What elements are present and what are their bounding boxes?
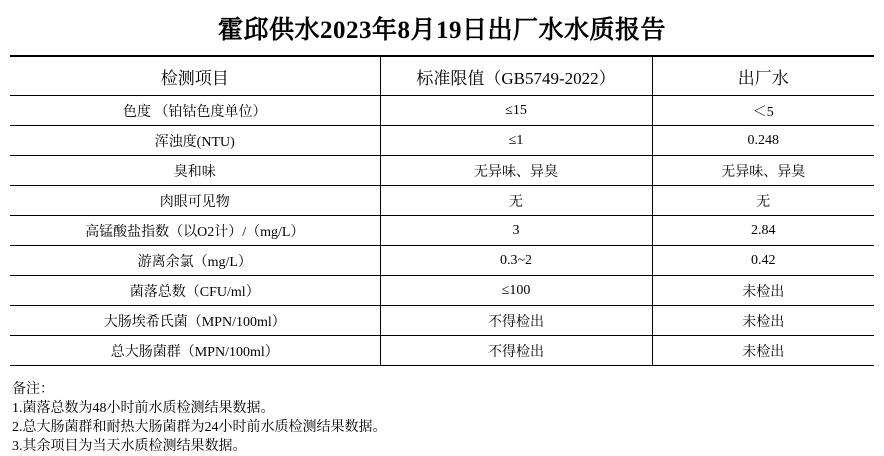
table-row xyxy=(10,156,874,186)
cell-finished-water: 0.42 xyxy=(652,246,874,276)
cell-standard-limit: 不得检出 xyxy=(380,306,652,336)
table-row xyxy=(10,306,874,336)
page-title: 霍邱供水2023年8月19日出厂水水质报告 xyxy=(217,17,666,44)
note-line-3: 3.其余项目为当天水质检测结果数据。 xyxy=(12,439,247,454)
table-header xyxy=(10,56,874,96)
cell-item: 大肠埃希氏菌（MPN/100ml） xyxy=(10,306,380,336)
column-header-standard-limit: 标准限值（GB5749-2022） xyxy=(380,56,652,96)
table-row xyxy=(10,96,874,126)
cell-standard-limit: 无异味、异臭 xyxy=(380,156,652,186)
cell-standard-limit: 无 xyxy=(380,186,652,216)
table-row xyxy=(10,336,874,366)
cell-item: 游离余氯（mg/L） xyxy=(10,246,380,276)
cell-standard-limit: 0.3~2 xyxy=(380,246,652,276)
table-row xyxy=(10,246,874,276)
cell-item: 浑浊度(NTU) xyxy=(10,126,380,156)
cell-item: 总大肠菌群（MPN/100ml） xyxy=(10,336,380,366)
cell-standard-limit: ≤100 xyxy=(380,276,652,306)
cell-standard-limit: ≤1 xyxy=(380,126,652,156)
table-row xyxy=(10,216,874,246)
water-quality-table xyxy=(10,55,874,366)
cell-item: 臭和味 xyxy=(10,156,380,186)
cell-item: 高锰酸盐指数（以O2计）/（mg/L） xyxy=(10,216,380,246)
cell-finished-water: 未检出 xyxy=(652,276,874,306)
cell-finished-water: 未检出 xyxy=(652,306,874,336)
table-header-row xyxy=(10,56,874,96)
cell-item: 色度 （铂钴色度单位） xyxy=(10,96,380,126)
cell-standard-limit: ≤15 xyxy=(380,96,652,126)
cell-finished-water: 2.84 xyxy=(652,216,874,246)
cell-item: 菌落总数（CFU/ml） xyxy=(10,276,380,306)
column-header-finished-water: 出厂水 xyxy=(652,56,874,96)
cell-finished-water: 无异味、异臭 xyxy=(652,156,874,186)
table-row xyxy=(10,276,874,306)
note-line-1: 1.菌落总数为48小时前水质检测结果数据。 xyxy=(12,401,275,416)
cell-finished-water: 未检出 xyxy=(652,336,874,366)
cell-standard-limit: 3 xyxy=(380,216,652,246)
report-table-container xyxy=(0,55,884,366)
cell-finished-water: ＜5 xyxy=(652,96,874,126)
cell-finished-water: 无 xyxy=(652,186,874,216)
note-line-2: 2.总大肠菌群和耐热大肠菌群为24小时前水质检测结果数据。 xyxy=(12,420,387,435)
table-row xyxy=(10,186,874,216)
cell-standard-limit: 不得检出 xyxy=(380,336,652,366)
notes-label: 备注： xyxy=(12,382,54,397)
cell-item: 肉眼可见物 xyxy=(10,186,380,216)
column-header-item: 检测项目 xyxy=(10,56,380,96)
table-body xyxy=(10,96,874,366)
table-row xyxy=(10,126,874,156)
cell-finished-water: 0.248 xyxy=(652,126,874,156)
notes-section xyxy=(0,366,884,456)
